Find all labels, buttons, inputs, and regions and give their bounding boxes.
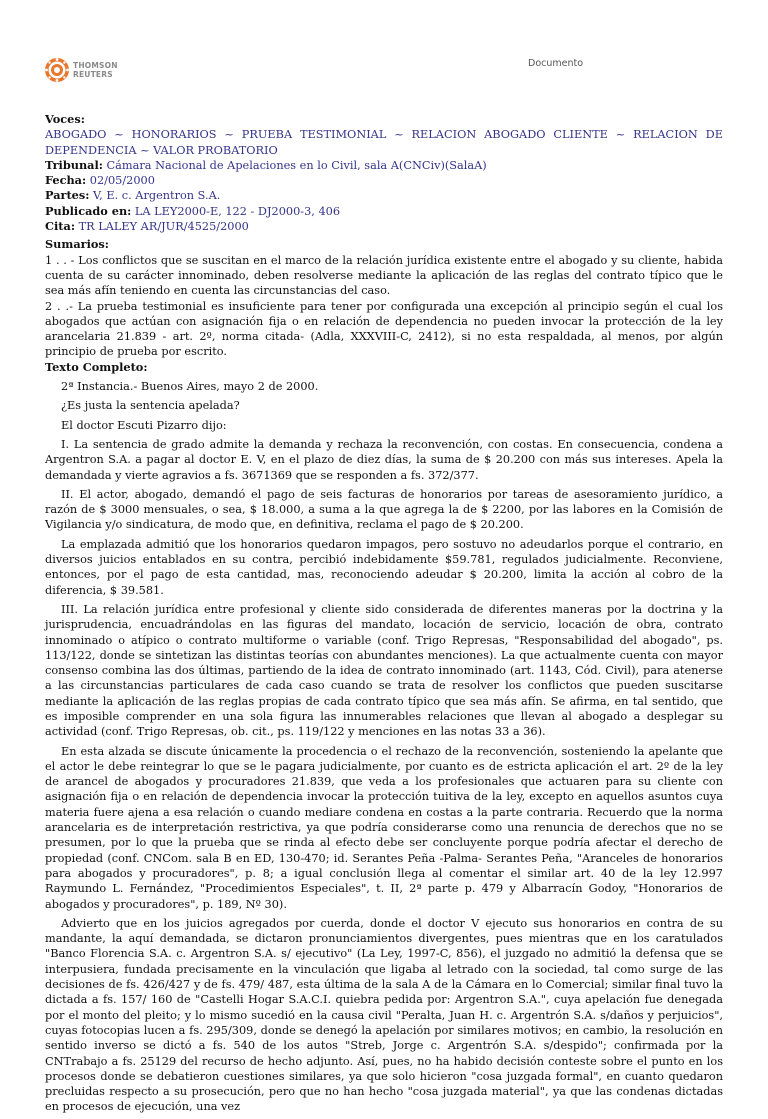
document-header [0, 0, 768, 100]
body-paragraph: ¿Es justa la sentencia apelada? [61, 399, 240, 413]
tribunal-label: Tribunal: [45, 157, 103, 172]
tribunal-value[interactable]: Cámara Nacional de Apelaciones en lo Civil, sala A(CNCiv)(SalaA) [106, 158, 487, 172]
sumarios-label: Sumarios: [45, 237, 109, 252]
partes-row [45, 188, 723, 203]
cita-label: Cita: [45, 219, 75, 234]
brand-line-1: THOMSON [73, 61, 118, 70]
body-paragraph: III. La relación jurídica entre profesional y cliente sido considerada de diferentes maneras por la doctrina y la jurisprudencia, encuadrándolas en las figuras del mandato, locación de servicio, locación de obra, contrato innominado o atípico o contrato multiforme o variable (conf. Trigo Represas, "Responsabilidad del abogado", ps. 113/122, donde se sintetizan las distintas teorías con abundantes menciones). La que actualmente cuenta con mayor consenso combina las dos últimas, partiendo de la idea de contrato innominado (art. 1143, Cód. Civil), para atenerse a las circunstancias particulares de cada caso cuando se trata de resolver los conflictos que pueden suscitarse mediante la aplicación de las reglas propias de cada contrato típico que sea más afín. Se afirma, en tal sentido, que es imposible comprender en una sola figura las innumerables relaciones que llevan al abogado a desplegar su actividad (conf. Trigo Represas, ob. cit., ps. 119/122 y menciones en las notas 33 a 36). [45, 602, 723, 739]
sumario-item: 2 . .- La prueba testimonial es insuficiente para tener por configurada una excepción al principio según el cual los abogados que actúan con asignación fija o en relación de dependencia no pueden invocar la protección de la ley arancelaria 21.839 - art. 2º, norma citada- (Adla, XXXVIII-C, 2412), si no esta respaldada, al menos, por algún principio de prueba por escrito. [45, 299, 723, 359]
tribunal-row [45, 158, 723, 173]
fecha-value[interactable]: 02/05/2000 [89, 174, 155, 188]
body-paragraph: I. La sentencia de grado admite la demanda y rechaza la reconvención, con costas. En consecuencia, condena a Argentron S.A. a pagar al doctor E. V, en el plazo de diez días, la suma de $ 20.200 con más sus intereses. Apela la demandada y vierte agravios a fs. 3671369 que se responden a fs. 372/377. [45, 437, 723, 482]
thomson-reuters-logo [44, 57, 118, 83]
body-paragraph: 2ª Instancia.- Buenos Aires, mayo 2 de 2000. [61, 380, 319, 394]
document-type-label: Documento [528, 58, 584, 69]
publicado-value[interactable]: LA LEY2000-E, 122 - DJ2000-3, 406 [134, 204, 341, 218]
partes-label: Partes: [45, 188, 90, 203]
publicado-row [45, 204, 723, 219]
body-paragraph: El doctor Escuti Pizarro dijo: [61, 418, 227, 432]
fecha-label: Fecha: [45, 173, 87, 188]
sumario-item: 1 . . - Los conflictos que se suscitan en el marco de la relación jurídica existente entre el abogado y su cliente, habida cuenta de su carácter innominado, deben resolverse mediante la aplicación de las reglas del contrato típico que le sea más afín teniendo en cuenta las circunstancias del caso. [45, 253, 723, 298]
brand-line-2: REUTERS [73, 70, 113, 79]
cita-value[interactable]: TR LALEY AR/JUR/4525/2000 [78, 220, 249, 234]
body-paragraph: Advierto que en los juicios agregados por cuerda, donde el doctor V ejecuto sus honorarios en contra de su mandante, la aquí demandada, se dictaron pronunciamientos divergentes, pues mientras que en los caratulados "Banco Florencia S.A. c. Argentron S.A. s/ ejecutivo" (La Ley, 1997-C, 856), el juzgado no admitió la defensa que se interpusiera, fundada precisamente en la vinculación que ligaba al letrado con la sociedad, tal como surge de las decisiones de fs. 426/427 y de fs. 479/ 487, esta última de la sala A de la Cámara en lo Comercial; similar final tuvo la dictada a fs. 157/ 160 de "Castelli Hogar S.A.C.I. quiebra pedida por: Argentron S.A.", cuya apelación fue denegada por el monto del pleito; y lo mismo sucedió en la causa civil "Peralta, Juan H. c. Argentrón S.A. s/daños y perjuicios", cuyas fotocopias lucen a fs. 295/309, donde se denegó la apelación por similares motivos; en cambio, la resolución en sentido inverso se dictó a fs. 540 de los autos "Streb, Jorge c. Argentrón S.A. s/despido"; confirmada por la CNTrabajo a fs. 25129 del recurso de hecho adjunto. Así, pues, no ha habido decisión conteste sobre el punto en los procesos donde se debatieron cuestiones similares, ya que solo hicieron "cosa juzgada formal", en cuanto quedaron precluidas respecto a su prosecución, pero que no han hecho "cosa juzgada material", ya que las condenas dictadas en procesos de ejecución, una vez [45, 916, 723, 1114]
voces-keywords[interactable]: ABOGADO ~ HONORARIOS ~ PRUEBA TESTIMONIAL ~ RELACION ABOGADO CLIENTE ~ RELACION DE DEPENDENCIA ~ VALOR PROBATORIO [45, 128, 723, 157]
partes-value[interactable]: V, E. c. Argentron S.A. [93, 189, 221, 203]
publicado-label: Publicado en: [45, 203, 132, 218]
texto-completo-label: Texto Completo: [45, 359, 148, 374]
body-paragraph: II. El actor, abogado, demandó el pago de seis facturas de honorarios por tareas de asesoramiento jurídico, a razón de $ 3000 mensuales, o sea, $ 18.000, a suma a la que agrega la de $ 2200, por las labores en la Comisión de Vigilancia y/o sindicatura, de modo que, en definitiva, reclama el pago de $ 20.200. [45, 487, 723, 532]
body-paragraph: La emplazada admitió que los honorarios quedaron impagos, pero sostuvo no adeudarlos porque el contrario, en diversos juicios entablados en su contra, percibió indebidamente $59.781, regulados judicialmente. Reconviene, entonces, por el pago de esta cantidad, mas, reconociendo adeudar $ 20.200, limita la acción al cobro de la diferencia, $ 39.581. [45, 537, 723, 597]
reuters-dots-icon [44, 57, 70, 83]
body-paragraph: En esta alzada se discute únicamente la procedencia o el rechazo de la reconvención, sosteniendo la apelante que el actor le debe reintegrar lo que se le pagara judicialmente, por cuanto es de estricta aplicación el art. 2º de la ley de arancel de abogados y procuradores 21.839, que veda a los profesionales que actuaren para su cliente con asignación fija o en relación de dependencia invocar la protección tuitiva de la ley, excepto en aquellos asuntos cuya materia fuere ajena a esa relación o cuando mediare condena en costas a la parte contraria. Recuerdo que la norma arancelaria es de interpretación restrictiva, ya que podría considerarse como una renuncia de derechos que no se presumen, por lo que la prueba que se rinda al efecto debe ser concluyente porque podría afectar el derecho de propiedad (conf. CNCom. sala B en ED, 130-470; id. Serantes Peña -Palma- Serantes Peña, "Aranceles de honorarios para abogados y procuradores", p. 8; a igual conclusión llega al comentar el similar art. 40 de la ley 12.997 Raymundo L. Fernández, "Procedimientos Especiales", t. II, 2ª parte p. 479 y Albarracín Godoy, "Honorarios de abogados y procuradores", p. 189, Nº 30). [45, 744, 723, 911]
voces-label: Voces: [45, 112, 85, 126]
brand-name [73, 61, 118, 79]
cita-row [45, 219, 723, 234]
fecha-row [45, 173, 723, 188]
document-body [45, 112, 723, 1119]
